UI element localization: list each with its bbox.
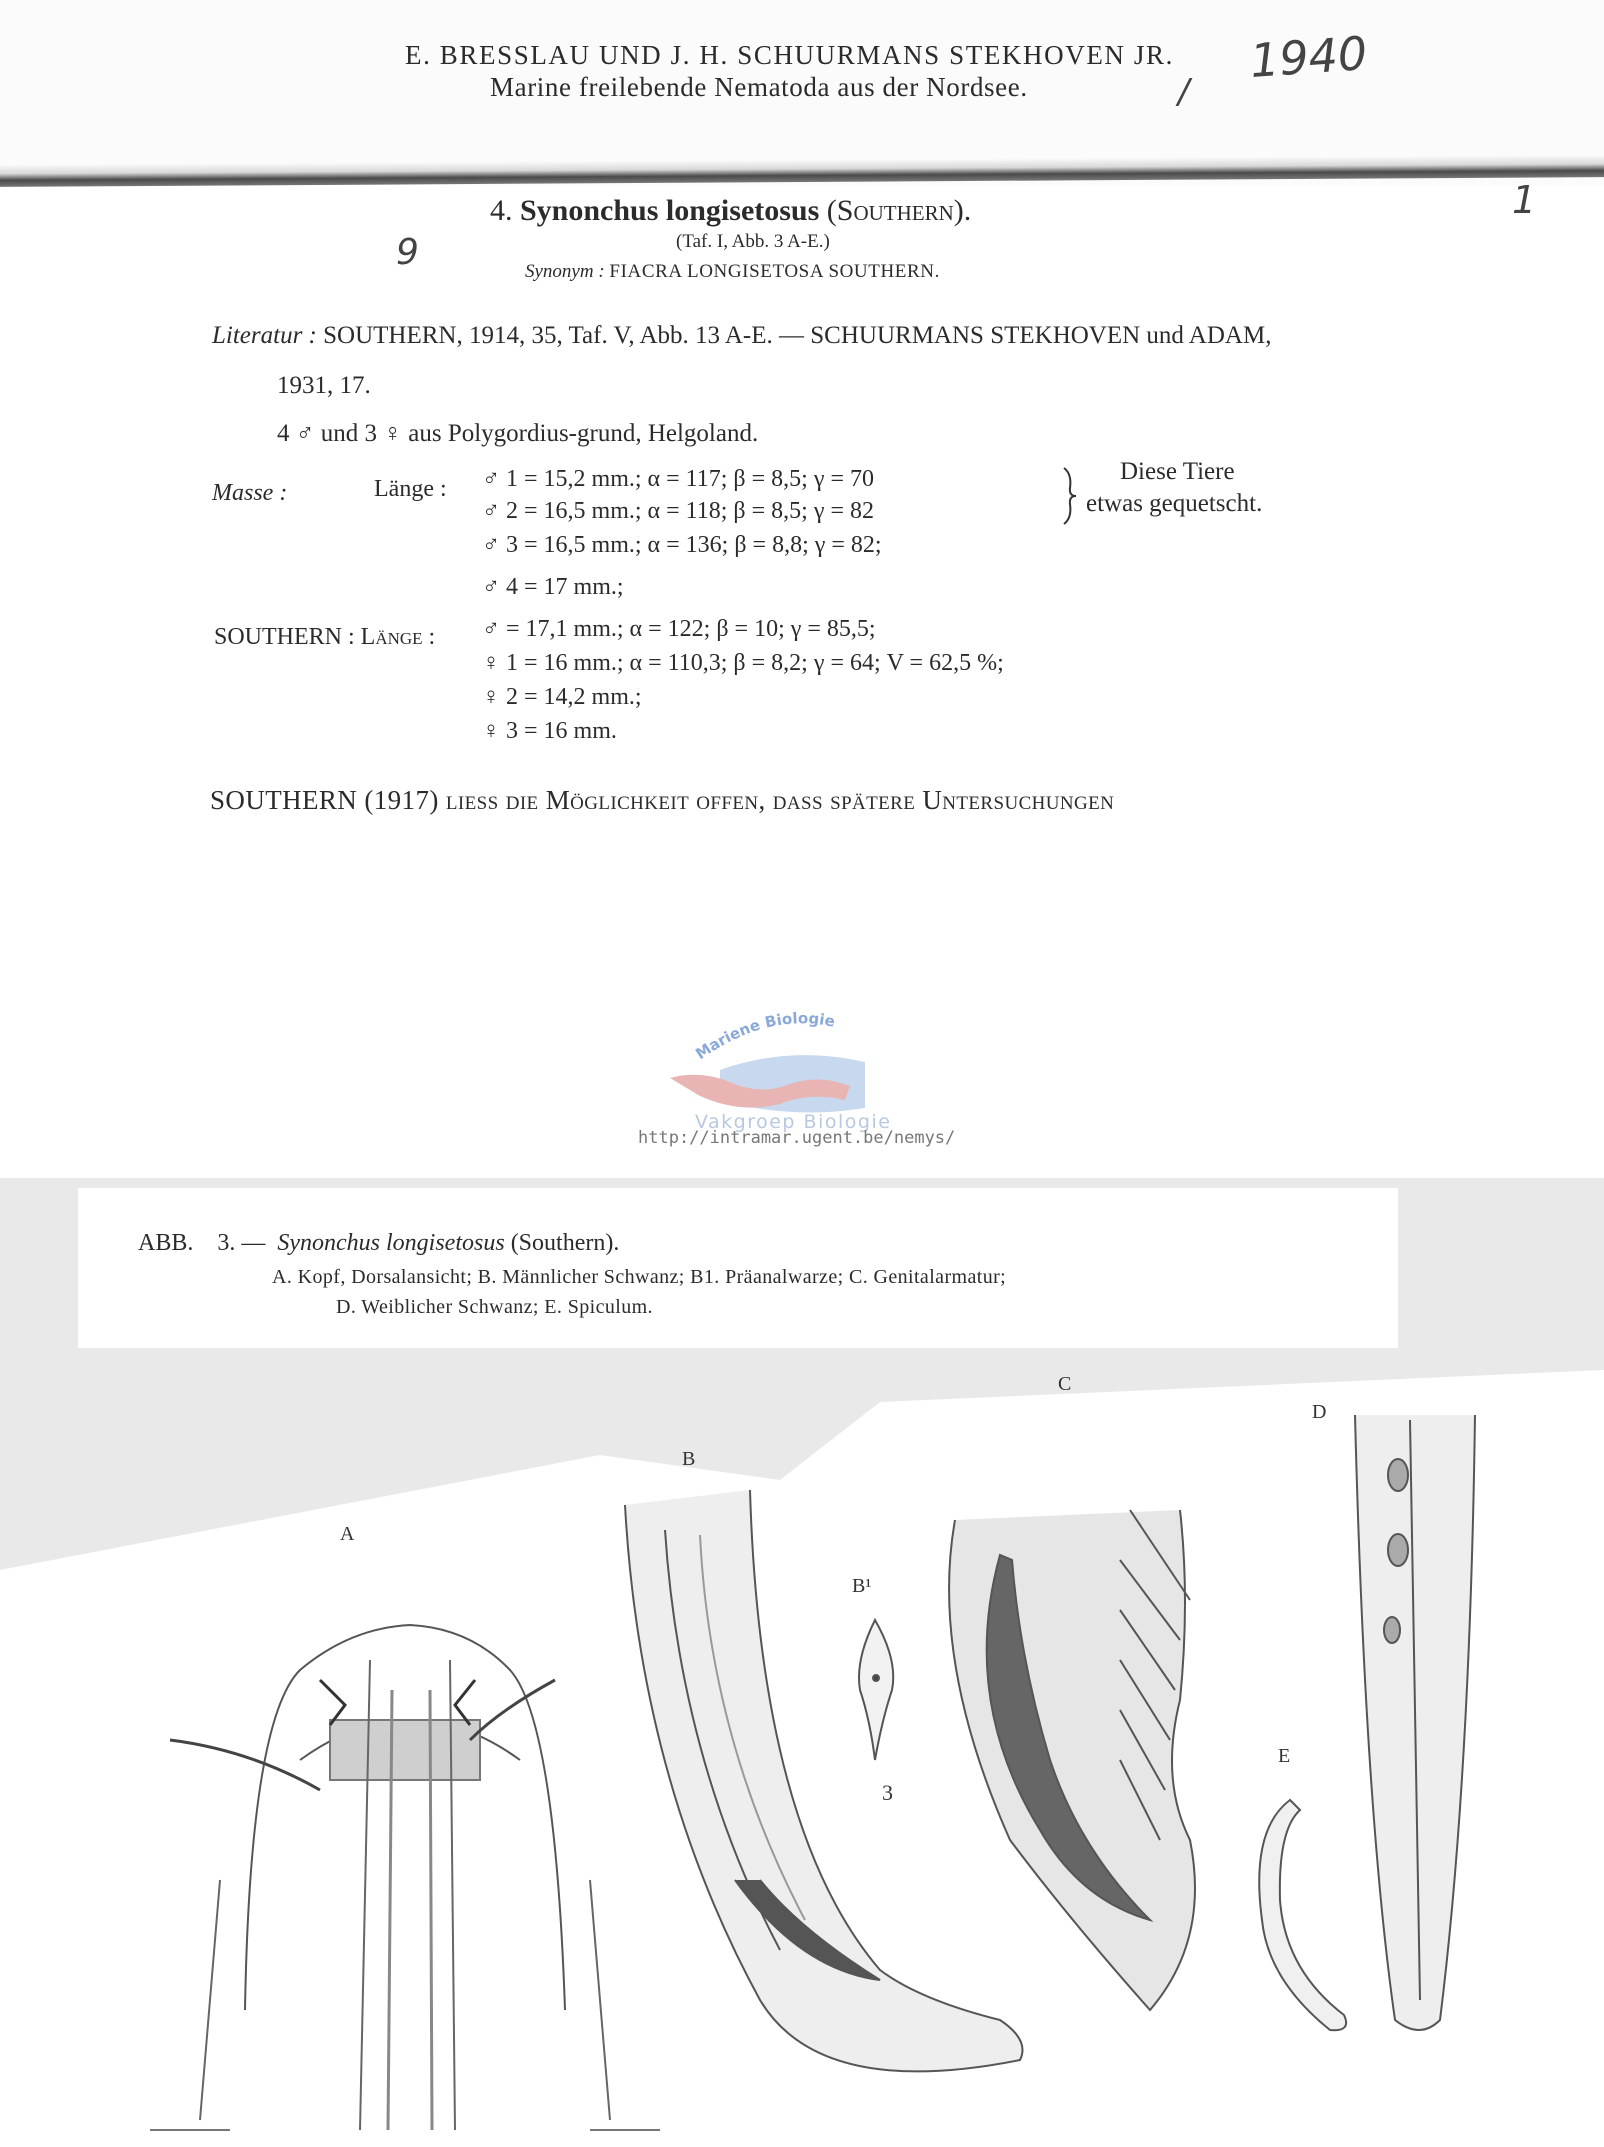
synonym-label: Synonym : (525, 261, 605, 282)
caption-line-2: A. Kopf, Dorsalansicht; B. Männlicher Schwanz; B1. Präanalwarze; C. Genitalarmatur; (272, 1266, 1007, 1288)
caption-number: 3. — (217, 1230, 266, 1256)
watermark-arc-text: Mariene Biologie (692, 1009, 837, 1064)
brace-note-1: Diese Tiere (1120, 458, 1235, 485)
figure-plate (0, 1360, 1604, 2147)
figure-label-a: A (340, 1523, 355, 1545)
material-line: 4 ♂ und 3 ♀ aus Polygordius-grund, Helgoland. (277, 420, 759, 447)
header-book-title: Marine freilebende Nematoda aus der Nordsee. (490, 72, 1028, 102)
figure-label-b: B (682, 1448, 696, 1470)
caption-prefix: ABB. (138, 1230, 194, 1256)
measurement-brace (1060, 466, 1080, 526)
watermark-label: Vakgroep Biologie (695, 1111, 892, 1133)
literature-continued: 1931, 17. (277, 372, 371, 399)
pencil-left-mark: 9 (396, 232, 419, 273)
southern-row: ♀ 3 = 16 mm. (482, 718, 617, 744)
measurement-row: ♂ 3 = 16,5 mm.; α = 136; β = 8,8; γ = 82; (482, 532, 882, 558)
species-title (490, 194, 971, 228)
southern-laenge-label (214, 624, 435, 651)
measurement-row: ♂ 4 = 17 mm.; (482, 574, 624, 600)
laenge-label: Länge : (374, 476, 447, 502)
southern-label: SOUTHERN : Länge : (214, 624, 436, 650)
title-number: 4. (490, 194, 513, 227)
masse-label: Masse : (212, 480, 288, 506)
note-text: SOUTHERN (1917) liess die Möglichkeit offen, dass spätere Untersuchungen (210, 785, 1115, 815)
caption-author: (Southern). (510, 1230, 620, 1256)
title-author: (Southern). (826, 194, 972, 227)
pencil-year: 1940 (1248, 25, 1369, 89)
southern-row: ♂ = 17,1 mm.; α = 122; β = 10; γ = 85,5; (482, 616, 876, 642)
measurement-row: ♂ 1 = 15,2 mm.; α = 117; β = 8,5; γ = 70 (482, 466, 874, 492)
pencil-mark: / (1178, 72, 1190, 112)
southern-note (210, 785, 1114, 816)
literature-label: Literatur : (212, 322, 317, 349)
figure-label-e: E (1278, 1745, 1291, 1767)
watermark-url: http://intramar.ugent.be/nemys/ (638, 1128, 956, 1148)
figure-label-b1: B¹ (852, 1575, 872, 1597)
figure-caption-title (138, 1230, 619, 1257)
southern-row: ♀ 2 = 14,2 mm.; (482, 684, 642, 710)
synonym-line (525, 261, 940, 283)
plate-reference: (Taf. I, Abb. 3 A-E.) (676, 231, 830, 252)
literature-line (212, 318, 1412, 354)
figure-label-d: D (1312, 1401, 1327, 1423)
measurement-row: ♂ 2 = 16,5 mm.; α = 118; β = 8,5; γ = 82 (482, 498, 874, 524)
header-authors: E. BRESSLAU UND J. H. SCHUURMANS STEKHOVEN JR. (405, 40, 1174, 70)
southern-row: ♀ 1 = 16 mm.; α = 110,3; β = 8,2; γ = 64; V = 62,5 %; (482, 650, 1004, 676)
pencil-right-mark: 1 (1512, 178, 1537, 222)
brace-note-2: etwas gequetscht. (1086, 490, 1263, 517)
plate-number: 3 (882, 1780, 893, 1805)
synonym-name: FIACRA LONGISETOSA SOUTHERN. (609, 261, 940, 282)
caption-line-3: D. Weiblicher Schwanz; E. Spiculum. (336, 1296, 653, 1318)
literature-text: SOUTHERN, 1914, 35, Taf. V, Abb. 13 A-E. — SCHUURMANS STEKHOVEN und ADAM, (323, 322, 1272, 349)
caption-species: Synonchus longisetosus (277, 1230, 505, 1256)
title-name: Synonchus longisetosus (520, 194, 820, 227)
figure-label-c: C (1058, 1373, 1072, 1395)
